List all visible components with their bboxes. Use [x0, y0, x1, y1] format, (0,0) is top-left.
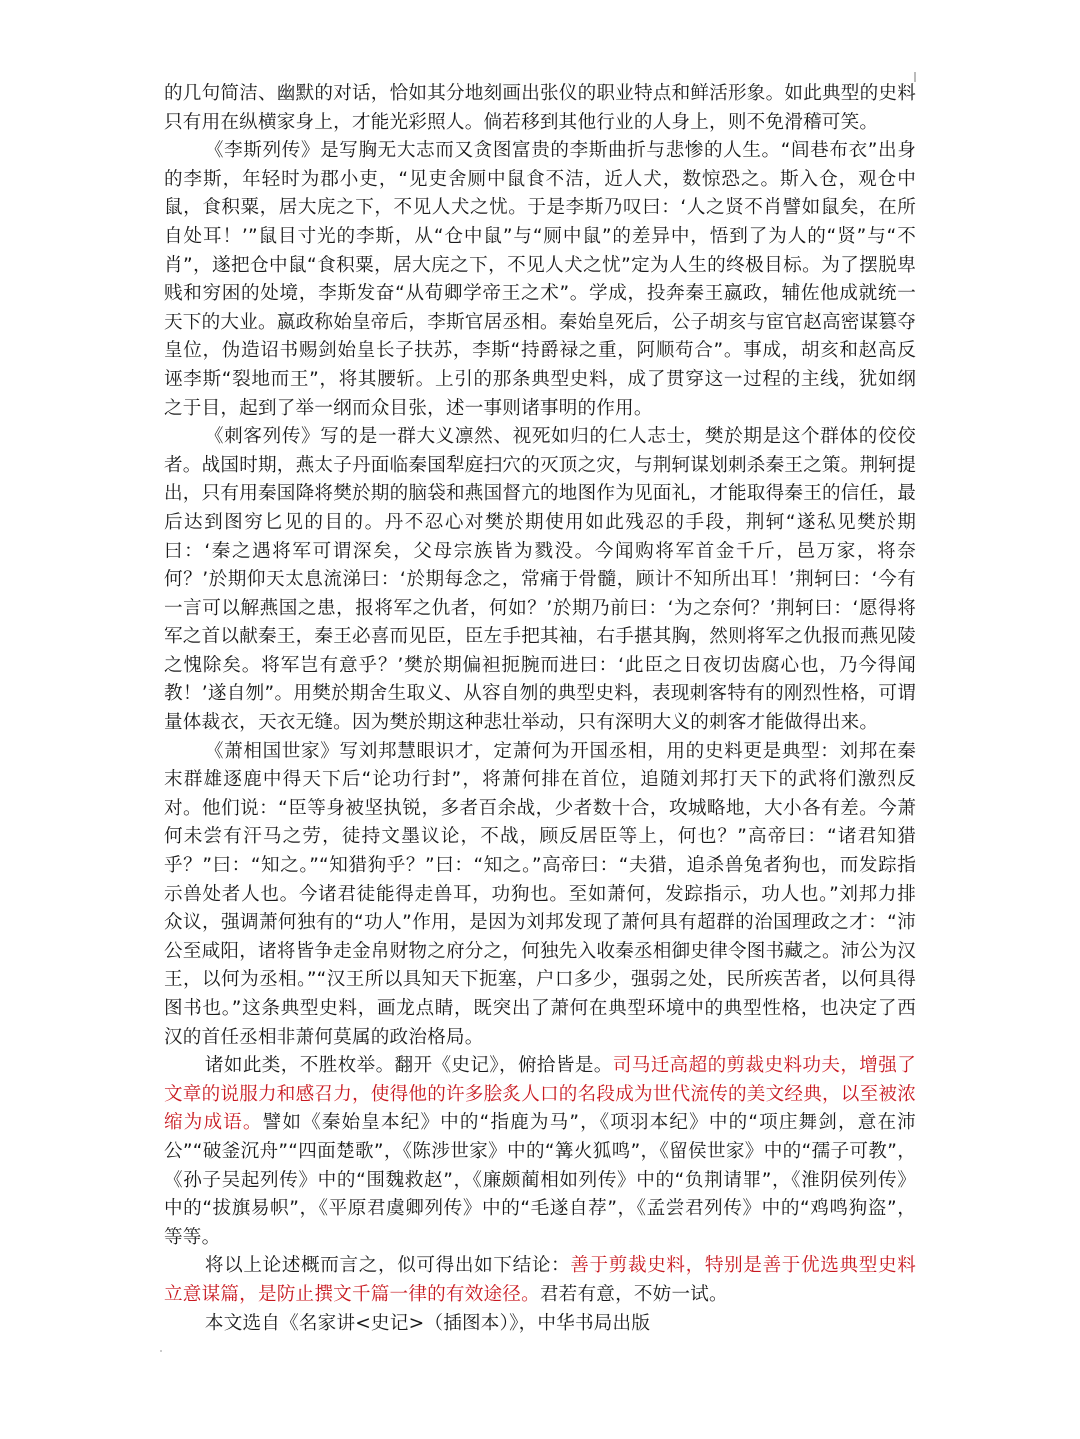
paragraph-xiaohe: 《萧相国世家》写刘邦慧眼识才，定萧何为开国丞相，用的史料更是典型：刘邦在秦末群雄逐鹿中得天下后“论功行封”，将萧何排在首位，追随刘邦打天下的武将们激烈反对。他们说：“臣等身被坚执锐，多者百余战，少者数十合，攻城略地，大小各有差。今萧何未尝有汗马之劳，徒持文墨议论，不战，顾反居臣等上，何也？”高帝曰：“诸君知猎乎？”曰：“知之。”“知猎狗乎？”曰：“知之。”高帝曰：“夫猎，追杀兽兔者狗也，而发踪指示兽处者人也。今诸君徒能得走兽耳，功狗也。至如萧何，发踪指示，功人也。”刘邦力排众议，强调萧何独有的“功人”作用，是因为刘邦发现了萧何具有超群的治国理政之才：“沛公至咸阳，诸将皆争走金帛财物之府分之，何独先入收秦丞相御史律令图书藏之。沛公为汉王，以何为丞相。”“汉王所以具知天下扼塞，户口多少，强弱之处，民所疾苦者，以何具得图书也。”这条典型史料，画龙点睛，既突出了萧何在典型环境中的典型性格，也决定了西汉的首任丞相非萧何莫属的政治格局。	[164, 740, 916, 1048]
source-note: 本文选自《名家讲<史记>（插图本）》，中华书局出版	[204, 1312, 651, 1334]
conclusion-intro-text: 将以上论述概而言之，似可得出如下结论：	[204, 1255, 571, 1277]
page-dot-mark	[160, 1350, 162, 1352]
idioms-intro-text: 诸如此类，不胜枚举。翻开《史记》，俯拾皆是。	[204, 1055, 613, 1077]
article-body	[164, 80, 916, 1338]
idioms-examples-text: 譬如《秦始皇本纪》中的“指鹿为马”，《项羽本纪》中的“项庄舞剑，意在沛公”“破釜沉舟”“四面楚歌”，《陈涉世家》中的“篝火狐鸣”，《留侯世家》中的“孺子可教”，《孙子吴起列传》中的“围魏救赵”，《廉颇蔺相如列传》中的“负荆请罪”，《淮阴侯列传》中的“拔旗易帜”，《平原君虞卿列传》中的“毛遂自荐”，《孟尝君列传》中的“鸡鸣狗盗”，等等。	[164, 1112, 916, 1248]
paragraph-conclusion	[164, 1252, 916, 1309]
conclusion-highlight-text: 善于剪裁史料，特别是善于优选典型史料立意谋篇，是防止撰文千篇一律的有效途径。	[164, 1255, 916, 1305]
paragraph-lisi: 《李斯列传》是写胸无大志而又贪图富贵的李斯曲折与悲惨的人生。“闾巷布衣”出身的李斯，年轻时为郡小吏，“见吏舍厕中鼠食不洁，近人犬，数惊恐之。斯入仓，观仓中鼠，食积粟，居大庑之下，不见人犬之忧。于是李斯乃叹曰：‘人之贤不肖譬如鼠矣，在所自处耳！’”鼠目寸光的李斯，从“仓中鼠”与“厕中鼠”的差异中，悟到了为人的“贤”与“不肖”，遂把仓中鼠“食积粟，居大庑之下，不见人犬之忧”定为人生的终极目标。为了摆脱卑贱和穷困的处境，李斯发奋“从荀卿学帝王之术”。学成，投奔秦王嬴政，辅佐他成就统一天下的大业。嬴政称始皇帝后，李斯官居丞相。秦始皇死后，公子胡亥与宦官赵高密谋篡夺皇位，伪造诏书赐剑始皇长子扶苏，李斯“持爵禄之重，阿顺苟合”。事成，胡亥和赵高反诬李斯“裂地而王”，将其腰斩。上引的那条典型史料，成了贯穿这一过程的主线，犹如纲之于目，起到了举一纲而众目张，述一事则诸事明的作用。	[164, 140, 916, 419]
paragraph-cike: 《刺客列传》写的是一群大义凛然、视死如归的仁人志士，樊於期是这个群体的佼佼者。战国时期，燕太子丹面临秦国犁庭扫穴的灭顶之灾，与荆轲谋划刺杀秦王之策。荆轲提出，只有用秦国降将樊於期的脑袋和燕国督亢的地图作为见面礼，才能取得秦王的信任，最后达到图穷匕见的目的。丹不忍心对樊於期使用如此残忍的手段，荆轲“遂私见樊於期曰：‘秦之遇将军可谓深矣，父母宗族皆为戮没。今闻购将军首金千斤，邑万家，将奈何？’於期仰天太息流涕曰：‘於期每念之，常痛于骨髓，顾计不知所出耳！’荆轲曰：‘今有一言可以解燕国之患，报将军之仇者，何如？’於期乃前曰：‘为之奈何？’荆轲曰：‘愿得将军之首以献秦王，秦王必喜而见臣，臣左手把其袖，右手揕其胸，然则将军之仇报而燕见陵之愧除矣。将军岂有意乎？’樊於期偏袒扼腕而进曰：‘此臣之日夜切齿腐心也，乃今得闻教！’遂自刎”。用樊於期舍生取义、从容自刎的典型史料，表现刺客特有的刚烈性格，可谓量体裁衣，天衣无缝。因为樊於期这种悲壮举动，只有深明大义的刺客才能做得出来。	[164, 426, 916, 734]
paragraph-idioms	[164, 1052, 916, 1252]
idioms-highlight-text: 司马迁高超的剪裁史料功夫，增强了文章的说服力和感召力，使得他的许多脍炙人口的名段成为世代流传的美文经典，以至被浓缩为成语。	[164, 1055, 917, 1134]
paragraph-zhangyi-ending: 的几句简洁、幽默的对话，恰如其分地刻画出张仪的职业特点和鲜活形象。如此典型的史料只有用在纵横家身上，才能光彩照人。倘若移到其他行业的人身上，则不免滑稽可笑。	[164, 83, 916, 133]
conclusion-closing-text: 君若有意，不妨一试。	[539, 1283, 728, 1305]
